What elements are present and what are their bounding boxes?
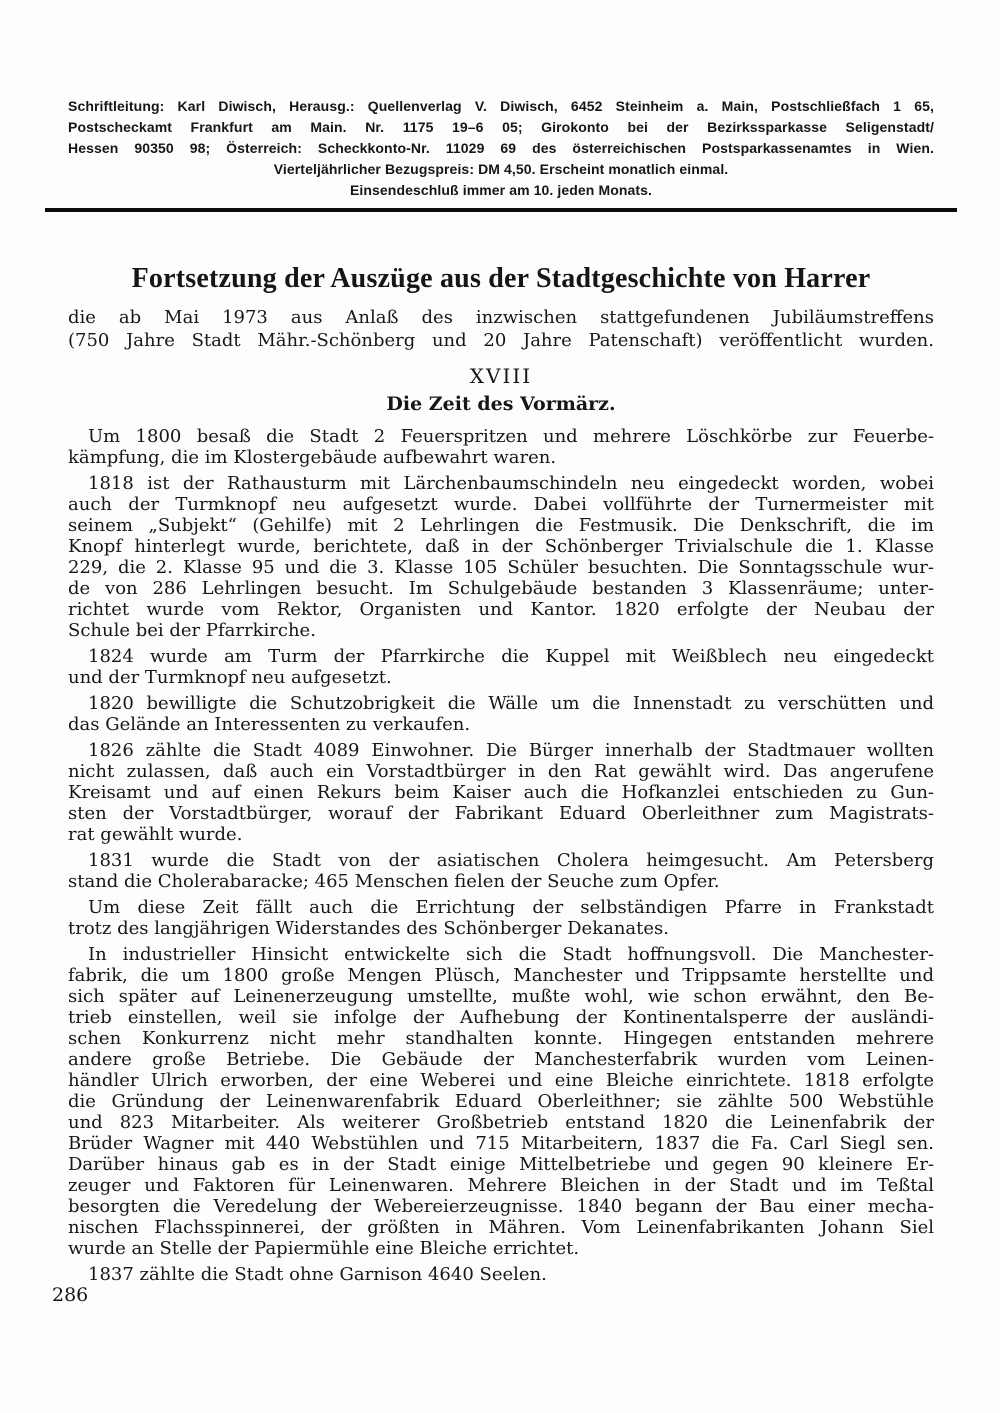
text-line: schen Konkurrenz nicht mehr standhalten konnte. Hingegen entstanden mehrere xyxy=(68,1028,934,1049)
masthead xyxy=(68,0,934,201)
text-line: Schule bei der Pfarrkirche. xyxy=(68,620,316,641)
text-line: Brüder Wagner mit 440 Webstühlen und 715 Mitarbeitern, 1837 die Fa. Carl Siegl sen. xyxy=(68,1133,934,1154)
text-line: trotz des langjährigen Widerstandes des Schönberger Dekanates. xyxy=(68,918,669,939)
text-line: 1818 ist der Rathausturm mit Lärchenbaumschindeln neu eingedeckt worden, wobei xyxy=(88,473,934,494)
paragraph xyxy=(68,646,934,688)
masthead-line: Postscheckamt Frankfurt am Main. Nr. 1175 19–6 05; Girokonto bei der Bezirkssparkasse Seligenstadt/ xyxy=(68,119,934,135)
masthead-line: Hessen 90350 98; Österreich: Scheckkonto-Nr. 11029 69 des österreichischen Postsparkassenamtes in Wien. xyxy=(68,140,934,156)
text-line: das Gelände an Interessenten zu verkaufen. xyxy=(68,714,471,735)
paragraph xyxy=(68,473,934,641)
text-line: trieb einstellen, weil sie infolge der Aufhebung der Kontinentalsperre der ausländi- xyxy=(68,1007,934,1028)
page-number: 286 xyxy=(52,1284,89,1306)
text-line: nischen Flachsspinnerei, der größten in Mähren. Vom Leinenfabrikanten Johann Siel xyxy=(68,1217,934,1238)
text-line: die ab Mai 1973 aus Anlaß des inzwischen stattgefundenen Jubiläumstreffens xyxy=(68,307,934,328)
text-line: 229, die 2. Klasse 95 und die 3. Klasse 105 Schüler besuchten. Die Sonntagsschule wur- xyxy=(68,557,934,578)
text-line: fabrik, die um 1800 große Mengen Plüsch, Manchester und Trippsamte herstellte und xyxy=(68,965,934,986)
section-number: XVIII xyxy=(469,364,533,388)
text-line: richtet wurde vom Rektor, Organisten und Kantor. 1820 erfolgte der Neubau der xyxy=(68,599,934,620)
text-line: händler Ulrich erworben, der eine Weberei und eine Bleiche einrichtete. 1818 erfolgte xyxy=(68,1070,934,1091)
paragraph xyxy=(68,306,934,352)
text-line: 1820 bewilligte die Schutzobrigkeit die Wälle um die Innenstadt zu verschütten und xyxy=(88,693,934,714)
text-line: wurde an Stelle der Papiermühle eine Bleiche errichtet. xyxy=(68,1238,580,1259)
text-line: zeuger und Faktoren für Leinenwaren. Mehrere Bleichen in der Stadt und im Teßtal xyxy=(68,1175,934,1196)
text-line: seinem „Subjekt“ (Gehilfe) mit 2 Lehrlingen die Festmusik. Die Denkschrift, die im xyxy=(68,515,934,536)
text-line: auch der Turmknopf neu aufgesetzt wurde. Dabei vollführte der Turnermeister mit xyxy=(68,494,934,515)
text-line: Kreisamt und auf einen Rekurs beim Kaiser auch die Hofkanzlei entschieden zu Gun- xyxy=(68,782,934,803)
text-line: Knopf hinterlegt wurde, berichtete, daß in der Schönberger Trivialschule die 1. Klasse xyxy=(68,536,934,557)
text-line: 1831 wurde die Stadt von der asiatischen Cholera heimgesucht. Am Petersberg xyxy=(88,850,934,871)
text-line: sich später auf Leinenerzeugung umstellte, mußte wohl, wie schon erwähnt, den Be- xyxy=(68,986,934,1007)
text-line: 1826 zählte die Stadt 4089 Einwohner. Die Bürger innerhalb der Stadtmauer wollten xyxy=(88,740,934,761)
masthead-line: Einsendeschluß immer am 10. jeden Monats. xyxy=(349,182,653,198)
text-line: und 823 Mitarbeiter. Als weiterer Großbetrieb entstand 1820 die Leinenfabrik der xyxy=(68,1112,934,1133)
paragraph xyxy=(68,740,934,845)
divider-rule xyxy=(45,208,957,212)
intro-paragraph xyxy=(68,306,934,352)
text-line: kämpfung, die im Klostergebäude aufbewahrt waren. xyxy=(68,447,557,468)
paragraph xyxy=(68,693,934,735)
masthead-line: Vierteljährlicher Bezugspreis: DM 4,50. Erscheint monatlich einmal. xyxy=(273,161,729,177)
text-line: rat gewählt wurde. xyxy=(68,824,243,845)
paragraph xyxy=(68,944,934,1259)
text-line: 1824 wurde am Turm der Pfarrkirche die Kuppel mit Weißblech neu eingedeckt xyxy=(88,646,934,667)
text-line: und der Turmknopf neu aufgesetzt. xyxy=(68,667,392,688)
text-line: Darüber hinaus gab es in der Stadt einige Mittelbetriebe und gegen 90 kleinere Er- xyxy=(68,1154,934,1175)
text-line: stand die Cholerabaracke; 465 Menschen fielen der Seuche zum Opfer. xyxy=(68,871,720,892)
text-line: (750 Jahre Stadt Mähr.-Schönberg und 20 Jahre Patenschaft) veröffentlicht wurden. xyxy=(68,330,934,351)
paragraph xyxy=(68,897,934,939)
paragraph xyxy=(68,426,934,468)
text-line: 1837 zählte die Stadt ohne Garnison 4640 Seelen. xyxy=(88,1264,547,1285)
text-line: sten der Vorstadtbürger, worauf der Fabrikant Eduard Oberleithner zum Magistrats- xyxy=(68,803,934,824)
text-line: de von 286 Lehrlingen besucht. Im Schulgebäude bestanden 3 Klassenräume; unter- xyxy=(68,578,934,599)
text-line: Um 1800 besaß die Stadt 2 Feuerspritzen und mehrere Löschkörbe zur Feuerbe- xyxy=(88,426,934,447)
text-line: andere große Betriebe. Die Gebäude der Manchesterfabrik wurden vom Leinen- xyxy=(68,1049,934,1070)
text-line: Um diese Zeit fällt auch die Errichtung der selbständigen Pfarre in Frankstadt xyxy=(88,897,934,918)
text-line: besorgten die Veredelung der Webereierzeugnisse. 1840 begann der Bau einer mecha- xyxy=(68,1196,934,1217)
masthead-line: Schriftleitung: Karl Diwisch, Herausg.: Quellenverlag V. Diwisch, 6452 Steinheim a. Main, Postschließfach 1 65, xyxy=(68,98,934,114)
paragraph xyxy=(68,850,934,892)
article xyxy=(68,262,934,1285)
text-line: In industrieller Hinsicht entwickelte sich die Stadt hoffnungsvoll. Die Manchester- xyxy=(88,944,934,965)
text-line: die Gründung der Leinenwarenfabrik Eduard Oberleithner; sie zählte 500 Webstühle xyxy=(68,1091,934,1112)
article-title: Fortsetzung der Auszüge aus der Stadtgeschichte von Harrer xyxy=(131,263,871,294)
article-body xyxy=(68,426,934,1285)
paragraph xyxy=(68,1264,934,1285)
section-title: Die Zeit des Vormärz. xyxy=(386,393,616,415)
text-line: nicht zulassen, daß auch ein Vorstadtbürger in den Rat gewählt wird. Das angerufene xyxy=(68,761,934,782)
